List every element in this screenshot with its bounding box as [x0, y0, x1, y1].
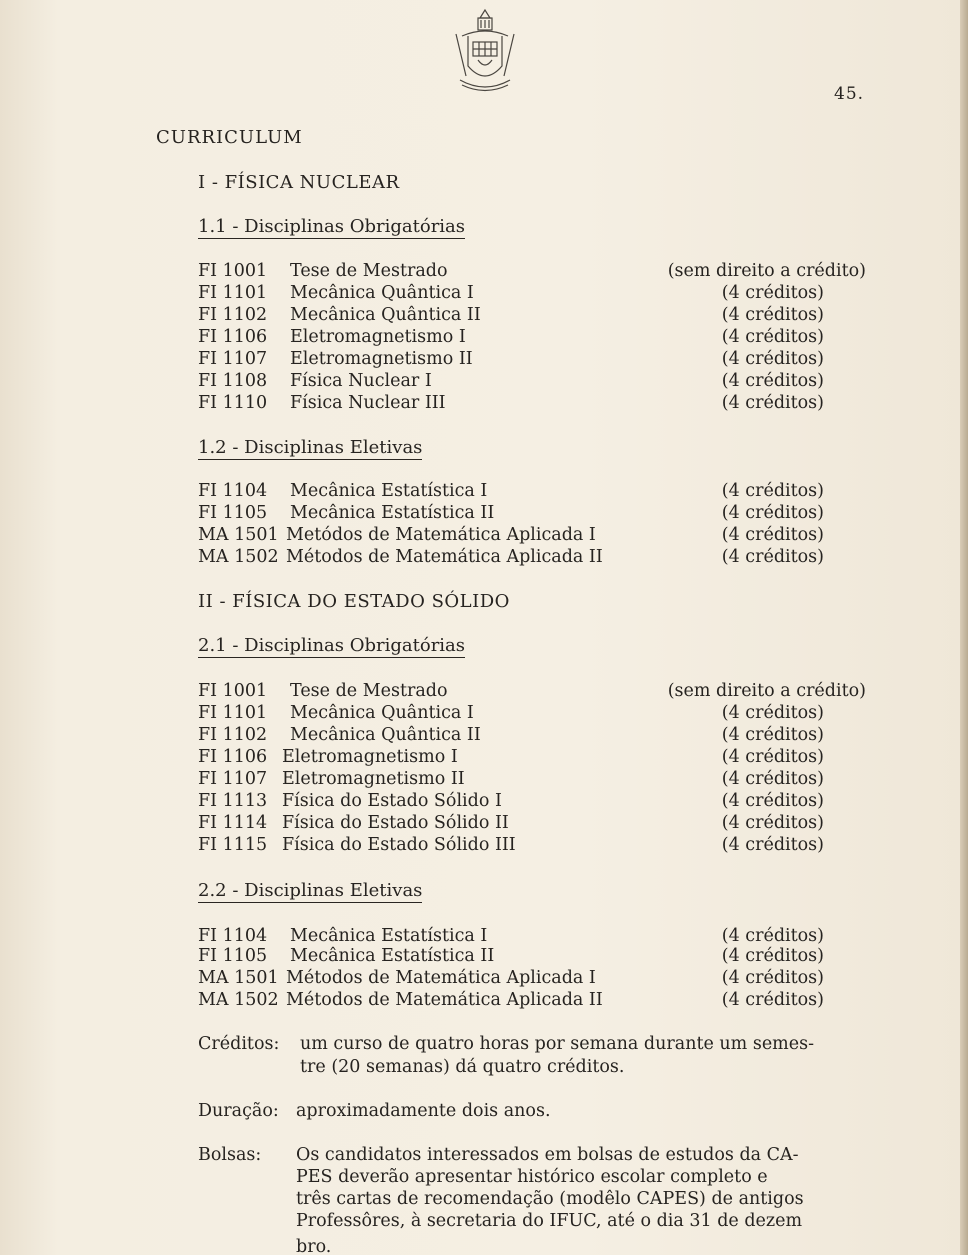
course-code: MA 1502 [198, 547, 279, 567]
course-credits: (4 créditos) [721, 990, 824, 1010]
course-credits: (4 créditos) [721, 305, 824, 325]
course-code: FI 1113 [198, 791, 268, 811]
subsection-heading-1-2 [198, 437, 422, 458]
course-row [198, 746, 866, 768]
creditos-line-1: um curso de quatro horas por semana durante um semes- [300, 1034, 815, 1054]
course-name: Métodos de Matemática Aplicada II [286, 990, 603, 1010]
course-name: Física do Estado Sólido III [282, 835, 516, 855]
course-credits: (4 créditos) [721, 769, 824, 789]
course-name: Mecânica Quântica II [290, 305, 481, 325]
course-name: Mecânica Quântica II [290, 725, 481, 745]
course-name: Física Nuclear III [290, 393, 446, 413]
course-credits: (4 créditos) [721, 813, 824, 833]
course-name: Mecânica Quântica I [290, 703, 474, 723]
course-code: FI 1114 [198, 813, 268, 833]
section-heading-estado-solido: II - FÍSICA DO ESTADO SÓLIDO [198, 591, 510, 612]
subsection-heading-1-1-text: 1.1 - Disciplinas Obrigatórias [198, 216, 466, 237]
course-row [198, 524, 866, 546]
course-code: MA 1502 [198, 990, 279, 1010]
course-row [198, 370, 866, 392]
course-name: Eletromagnetismo II [290, 349, 473, 369]
course-code: FI 1101 [198, 703, 268, 723]
course-row [198, 702, 866, 724]
coat-of-arms-seal [448, 6, 522, 96]
course-row [198, 282, 866, 304]
course-name: Eletromagnetismo II [282, 769, 465, 789]
course-code: FI 1106 [198, 747, 268, 767]
course-row [198, 945, 866, 967]
course-credits: (4 créditos) [721, 791, 824, 811]
course-credits: (4 créditos) [721, 393, 824, 413]
page-edge [960, 0, 968, 1255]
bolsas-line-2: PES deverão apresentar histórico escolar completo e [296, 1167, 768, 1187]
bolsas-line-4: Professôres, à secretaria do IFUC, até o dia 31 de dezem [296, 1211, 803, 1231]
section-heading-fisica-nuclear: I - FÍSICA NUCLEAR [198, 172, 400, 193]
page-title: CURRICULUM [156, 127, 303, 148]
course-credits: (4 créditos) [721, 946, 824, 966]
course-credits: (4 créditos) [721, 525, 824, 545]
course-row [198, 304, 866, 326]
course-credits: (sem direito a crédito) [667, 261, 866, 281]
course-name: Eletromagnetismo I [290, 327, 466, 347]
course-row [198, 348, 866, 370]
creditos-line-2: tre (20 semanas) dá quatro créditos. [300, 1057, 625, 1077]
creditos-label: Créditos: [198, 1034, 280, 1054]
course-credits: (4 créditos) [721, 547, 824, 567]
course-row [198, 680, 866, 702]
course-name: Eletromagnetismo I [282, 747, 458, 767]
course-name: Métodos de Matemática Aplicada II [286, 547, 603, 567]
course-code: MA 1501 [198, 968, 279, 988]
course-code: FI 1115 [198, 835, 268, 855]
course-name: Física Nuclear I [290, 371, 432, 391]
course-row [198, 812, 866, 834]
course-credits: (4 créditos) [721, 747, 824, 767]
course-row [198, 260, 866, 282]
course-name: Física do Estado Sólido II [282, 813, 509, 833]
course-name: Métodos de Matemática Aplicada I [286, 968, 596, 988]
course-code: FI 1107 [198, 769, 268, 789]
duracao-text: aproximadamente dois anos. [296, 1101, 551, 1121]
course-code: FI 1001 [198, 681, 268, 701]
course-name: Mecânica Quântica I [290, 283, 474, 303]
course-row [198, 925, 866, 947]
course-code: FI 1106 [198, 327, 268, 347]
course-credits: (4 créditos) [721, 926, 824, 946]
course-code: FI 1110 [198, 393, 268, 413]
course-row [198, 724, 866, 746]
page-number: 45. [834, 84, 865, 104]
course-credits: (sem direito a crédito) [667, 681, 866, 701]
course-credits: (4 créditos) [721, 283, 824, 303]
subsection-heading-2-1-text: 2.1 - Disciplinas Obrigatórias [198, 635, 466, 656]
bolsas-line-5: bro. [296, 1237, 332, 1255]
course-row [198, 834, 866, 856]
course-code: FI 1108 [198, 371, 268, 391]
course-row [198, 326, 866, 348]
course-code: FI 1101 [198, 283, 268, 303]
course-row [198, 502, 866, 524]
course-code: FI 1001 [198, 261, 268, 281]
course-code: FI 1107 [198, 349, 268, 369]
course-row [198, 480, 866, 502]
course-row [198, 967, 866, 989]
course-credits: (4 créditos) [721, 725, 824, 745]
subsection-heading-2-1 [198, 635, 465, 656]
course-code: FI 1102 [198, 305, 268, 325]
subsection-heading-1-1 [198, 216, 465, 237]
course-name: Física do Estado Sólido I [282, 791, 502, 811]
course-credits: (4 créditos) [721, 968, 824, 988]
bolsas-label: Bolsas: [198, 1145, 262, 1165]
course-name: Mecânica Estatística I [290, 481, 488, 501]
subsection-heading-1-2-text: 1.2 - Disciplinas Eletivas [198, 437, 423, 458]
course-name: Tese de Mestrado [290, 681, 448, 701]
course-code: FI 1105 [198, 503, 268, 523]
course-credits: (4 créditos) [721, 503, 824, 523]
course-name: Metódos de Matemática Aplicada I [286, 525, 596, 545]
course-credits: (4 créditos) [721, 327, 824, 347]
bolsas-line-1: Os candidatos interessados em bolsas de estudos da CA- [296, 1145, 799, 1165]
course-credits: (4 créditos) [721, 349, 824, 369]
bolsas-line-3: três cartas de recomendação (modêlo CAPES) de antigos [296, 1189, 804, 1209]
course-credits: (4 créditos) [721, 371, 824, 391]
course-credits: (4 créditos) [721, 835, 824, 855]
subsection-heading-2-2 [198, 880, 422, 901]
course-row [198, 768, 866, 790]
course-code: FI 1104 [198, 926, 268, 946]
course-name: Mecânica Estatística II [290, 946, 495, 966]
course-row [198, 790, 866, 812]
subsection-heading-2-2-text: 2.2 - Disciplinas Eletivas [198, 880, 423, 901]
course-credits: (4 créditos) [721, 481, 824, 501]
course-name: Mecânica Estatística II [290, 503, 495, 523]
course-name: Mecânica Estatística I [290, 926, 488, 946]
course-row [198, 392, 866, 414]
course-row [198, 546, 866, 568]
course-credits: (4 créditos) [721, 703, 824, 723]
course-row [198, 989, 866, 1011]
course-name: Tese de Mestrado [290, 261, 448, 281]
course-code: MA 1501 [198, 525, 279, 545]
course-code: FI 1104 [198, 481, 268, 501]
course-code: FI 1105 [198, 946, 268, 966]
course-code: FI 1102 [198, 725, 268, 745]
duracao-label: Duração: [198, 1101, 279, 1121]
